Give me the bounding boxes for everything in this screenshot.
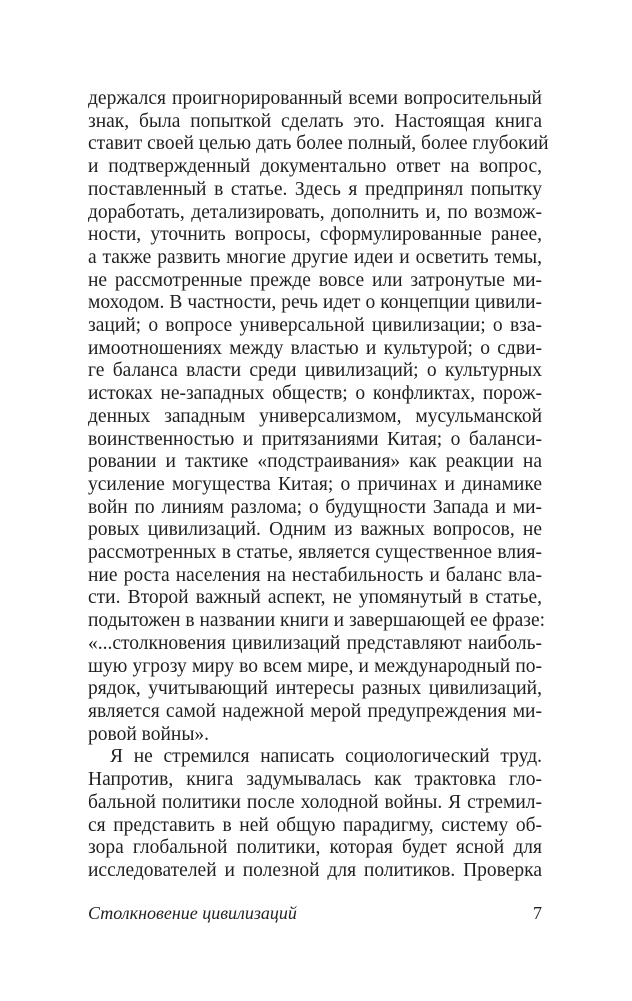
text-line: рядок, учитывающий интересы разных цивилизаций, <box>88 678 542 700</box>
text-line: ровой войны». <box>88 723 210 745</box>
text-line: имоотношениях между властью и культурой; о сдви- <box>88 337 542 359</box>
text-line: доработать, детализировать, дополнить и, по возмож- <box>88 201 542 223</box>
text-line: бальной политики после холодной войны. Я стремил- <box>88 791 542 813</box>
page-number: 7 <box>533 903 542 923</box>
text-line: заций; о вопросе универсальной цивилизации; о вза- <box>88 315 542 337</box>
text-line: воинственностью и притязаниями Китая; о баланси- <box>88 428 542 450</box>
text-line: шую угрозу миру во всем мире, и международный по- <box>88 655 542 677</box>
text-line: ге баланса власти среди цивилизаций; о культурных <box>88 360 542 382</box>
text-line: денных западным универсализмом, мусульманской <box>88 405 542 427</box>
text-line: ние роста населения на нестабильность и баланс вла- <box>88 564 542 586</box>
text-line: ся представить в ней общую парадигму, систему об- <box>88 814 542 836</box>
text-line: сти. Второй важный аспект, не упомянутый в статье, <box>88 587 542 609</box>
page-body <box>88 88 549 883</box>
text-line: Я не стремился написать социологический труд. <box>110 746 542 768</box>
text-line: поставленный в статье. Здесь я предпринял попытку <box>88 178 542 200</box>
text-line: ставит своей целью дать более полный, более глубокий <box>88 133 549 155</box>
text-line: ровании и тактике «подстраивания» как реакции на <box>88 451 542 473</box>
text-line: держался проигнорированный всеми вопросительный <box>88 88 542 109</box>
text-line: истоках не-западных обществ; о конфликтах, порож- <box>88 383 542 405</box>
text-line: усиление могущества Китая; о причинах и динамике <box>88 473 542 495</box>
text-line: а также развить многие другие идеи и осветить темы, <box>88 246 542 268</box>
text-line: войн по линиям разлома; о будущности Запада и ми- <box>88 496 542 518</box>
page-footer <box>88 903 542 924</box>
text-line: ровых цивилизаций. Одним из важных вопросов, не <box>88 519 542 541</box>
text-line: рассмотренных в статье, является существенное влия- <box>88 542 542 564</box>
text-line: не рассмотренные прежде вовсе или затронутые ми- <box>88 269 542 291</box>
text-line: ности, уточнить вопросы, сформулированные ранее, <box>88 224 542 246</box>
text-line: Напротив, книга задумывалась как трактовка гло- <box>88 769 542 791</box>
text-line: моходом. В частности, речь идет о концепции цивили- <box>88 292 542 314</box>
text-line: подытожен в названии книги и завершающей ее фразе: <box>88 610 546 632</box>
text-line: «...столкновения цивилизаций представляют наиболь- <box>88 632 542 654</box>
running-title: Столкновение цивилизаций <box>88 903 297 923</box>
text-line: исследователей и полезной для политиков. Проверка <box>88 859 542 881</box>
text-line: зора глобальной политики, которая будет ясной для <box>88 837 542 859</box>
text-line: и подтвержденный документально ответ на вопрос, <box>88 156 542 178</box>
text-line: знак, была попыткой сделать это. Настоящая книга <box>88 110 542 132</box>
text-line: является самой надежной мерой предупреждения ми- <box>88 700 542 722</box>
